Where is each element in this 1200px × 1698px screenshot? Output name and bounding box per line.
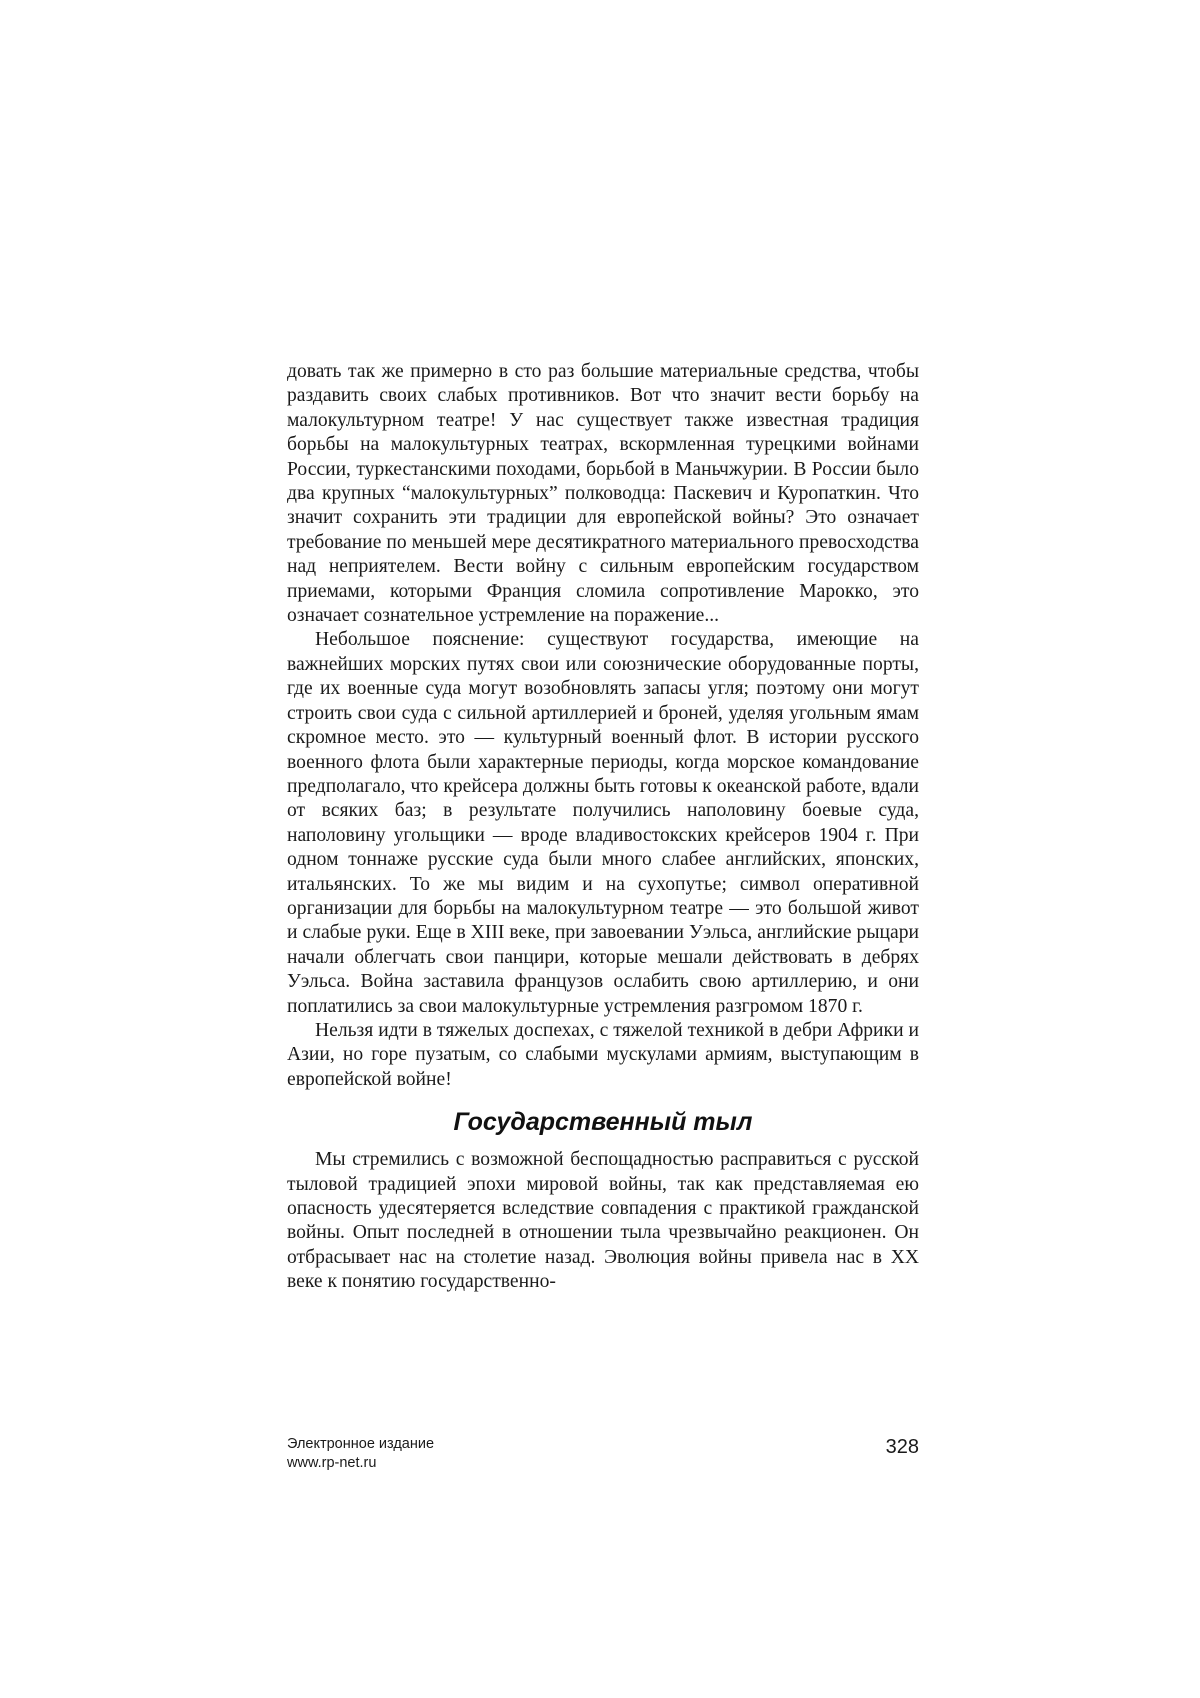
site-link[interactable]: www.rp-net.ru: [287, 1454, 434, 1473]
section-heading: Государственный тыл: [287, 1106, 919, 1138]
text-column: [287, 360, 919, 1295]
body-paragraph: Небольшое пояснение: существуют государства, имеющие на важнейших морских путях свои или союзнические оборудованные порты, где их военные суда могут возобновлять запасы угля; поэтому они могут строить свои суда с сильной артиллерией и броней, уделяя угольным ямам скромное место. это — культурный военный флот. В истории русского военного флота были характерные периоды, когда морское командование предполагало, что крейсера должны быть готовы к океанской работе, вдали от всяких баз; в результате получились наполовину боевые суда, наполовину угольщики — вроде владивостокских крейсеров 1904 г. При одном тоннаже русские суда были много слабее английских, японских, итальянских. То же мы видим и на сухопутье; символ оперативной организации для борьбы на малокультурном театре — это большой живот и слабые руки. Еще в XIII веке, при завоевании Уэльса, английские рыцари начали облегчать свои панцири, которые мешали действовать в дебрях Уэльса. Война заставила французов ослабить свою артиллерию, и они поплатились за свои малокультурные устремления разгромом 1870 г.: [287, 628, 919, 1019]
section-paragraph: Мы стремились с возможной беспощадностью расправиться с русской тыловой традицией эпохи мировой войны, так как представляемая ею опасность удесятеряется вследствие совпадения с практикой гражданской войны. Опыт последней в отношении тыла чрезвычайно реакционен. Он отбрасывает нас на столетие назад. Эволюция войны привела нас в XX веке к понятию государственно-: [287, 1148, 919, 1294]
body-paragraph-continued: довать так же примерно в сто раз большие материальные средства, чтобы раздавить своих слабых противников. Вот что значит вести борьбу на малокультурном театре! У нас существует также известная традиция борьбы на малокультурных театрах, вскормленная турецкими войнами России, туркестанскими походами, борьбой в Маньчжурии. В России было два крупных “малокультурных” полководца: Паскевич и Куропаткин. Что значит сохранить эти традиции для европейской войны? Это означает требование по меньшей мере десятикратного материального превосходства над неприятелем. Вести войну с сильным европейским государством приемами, которыми Франция сломила сопротивление Марокко, это означает сознательное устремление на поражение...: [287, 360, 919, 628]
body-paragraph: Нельзя идти в тяжелых доспехах, с тяжелой техникой в дебри Африки и Азии, но горе пузатым, со слабыми мускулами армиям, выступающим в европейской войне!: [287, 1019, 919, 1092]
page-number: 328: [886, 1435, 919, 1459]
footer-imprint: [287, 1435, 434, 1473]
edition-label: Электронное издание: [287, 1435, 434, 1454]
